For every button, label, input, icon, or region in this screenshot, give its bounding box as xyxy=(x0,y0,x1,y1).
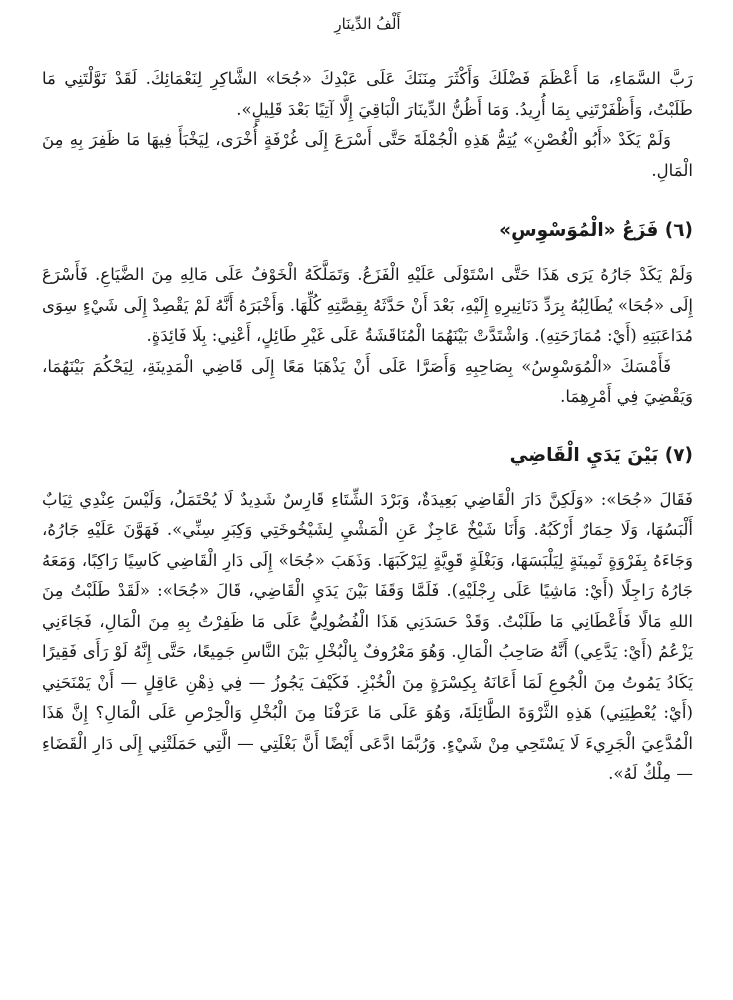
running-head: أَلْفُ الدِّينَارِ xyxy=(334,15,401,33)
intro-paragraph-2: وَلَمْ يَكَدْ «أَبُو الْغُصْنِ» يُتِمُّ هَذِهِ الْجُمْلَةَ حَتَّى أَسْرَعَ إِلَى غُرْفَةٍ أُخْرَى، لِيَخْبَأَ فِيهَا مَا ظَفِرَ بِهِ مِنَ الْمَالِ. xyxy=(42,130,693,180)
section-7-paragraph-1: فَقَالَ «جُحَا»: «وَلَكِنَّ دَارَ الْقَاضِي بَعِيدَةٌ، وَبَرْدَ الشِّتَاءِ قَارِسٌ شَدِيدٌ لَا يُحْتَمَلُ، وَلَيْسَ عِنْدِي ثِيَابٌ أَلْبَسُهَا، وَلَا حِمَارٌ أَرْكَبُهُ. وَأَنَا شَيْخٌ عَاجِزٌ عَنِ الْمَشْيِ لِشَيْخُوخَتِي وَكِبَرِ سِنِّي». فَهَوَّنَ عَلَيْهِ جَارُهُ، وَجَاءَهُ بِفَرْوَةٍ ثَمِينَةٍ لِيَلْبَسَهَا، وَبَغْلَةٍ قَوِيَّةٍ لِيَرْكَبَهَا. وَذَهَبَ «جُحَا» إِلَى دَارِ الْقَاضِي كَاسِيًا رَاكِبًا، وَمَعَهُ جَارُهُ رَاجِلًا (أَيْ: مَاشِيًا عَلَى رِجْلَيْهِ). فَلَمَّا وَقَفَا بَيْنَ يَدَيِ الْقَاضِي، قَالَ «جُحَا»: «لَقَدْ طَلَبْتُ مِنَ اللهِ مَالًا فَأَعْطَانِي مَا طَلَبْتُ. وَقَدْ حَسَدَنِي هَذَا الْفُضُولِيُّ عَلَى مَا ظَفِرْتُ بِهِ مِنَ الْمَالِ، فَجَاءَنِي يَزْعُمُ (أَيْ: يَدَّعِي) أَنَّهُ صَاحِبُ الْمَالِ. وَهُوَ مَعْرُوفٌ بِالْبُخْلِ بَيْنَ النَّاسِ جَمِيعًا، حَتَّى إِنَّهُ لَوْ رَأَى فَقِيرًا يَكَادُ يَمُوتُ مِنَ الْجُوعِ لَمَا أَعَانَهُ بِكِسْرَةٍ مِنَ الْخُبْزِ. فَكَيْفَ يَجُوزُ — فِي ذِهْنِ عَاقِلٍ — أَنْ يَمْنَحَنِي (أَيْ: يُعْطِيَنِي) هَذِهِ الثَّرْوَةَ الطَّائِلَةَ، وَهُوَ عَلَى مَا عَرَفْنَا مِنَ الْبُخْلِ وَالْحِرْصِ عَلَى الْمَالِ؟ إِنَّ هَذَا الْمُدَّعِيَ الْجَرِيءَ لَا يَسْتَحِي مِنْ شَيْءٍ. وَرُبَّمَا ادَّعَى أَيْضًا أَنَّ بَغْلَتِي — الَّتِي حَمَلَتْنِي إِلَى دَارِ الْقَضَاءِ — مِلْكٌ لَهُ». xyxy=(42,489,693,783)
intro-paragraph-1: رَبَّ السَّمَاءِ، مَا أَعْظَمَ فَضْلَكَ وَأَكْثَرَ مِنَنَكَ عَلَى عَبْدِكَ «جُحَا» الشَّاكِرِ لِنَعْمَائِكَ. لَقَدْ نَوَّلْتَنِي مَا طَلَبْتُ، وَأَظْفَرْتَنِي بِمَا أُرِيدُ. وَمَا أَظُنُّ الدِّينَارَ الْبَاقِيَ إِلَّا آتِيًا بَعْدَ قَلِيلٍ». xyxy=(42,69,693,119)
section-6-paragraph-2: فَأَمْسَكَ «الْمُوَسْوِسُ» بِصَاحِبِهِ وَأَصَرَّا عَلَى أَنْ يَذْهَبَا مَعًا إِلَى قَاضِي الْمَدِينَةِ، لِيَحْكُمَ بَيْنَهُمَا، وَيَقْضِيَ فِي أَمْرِهِمَا. xyxy=(42,356,693,406)
section-6-heading: (٦) فَزَعُ «الْمُوَسْوِسِ» xyxy=(499,220,693,241)
section-7-heading: (٧) بَيْنَ يَدَيِ الْقَاضِي xyxy=(509,444,693,466)
section-6-paragraph-1: وَلَمْ يَكَدْ جَارُهُ يَرَى هَذَا حَتَّى اسْتَوْلَى عَلَيْهِ الْفَزَعُ. وَتَمَلَّكَهُ الْخَوْفُ عَلَى مَالِهِ مِنَ الضَّيَاعِ. فَأَسْرَعَ إِلَى «جُحَا» يُطَالِبُهُ بِرَدِّ دَنَانِيرِهِ إِلَيْهِ، بَعْدَ أَنْ حَدَّثَهُ بِقِصَّتِهِ كُلِّهَا. وَأَخْبَرَهُ أَنَّهُ لَمْ يَقْصِدْ إِلَى شَيْءٍ سِوَى مُدَاعَبَتِهِ (أَيْ: مُمَازَحَتِهِ). وَاشْتَدَّتْ بَيْنَهُمَا الْمُنَاقَشَةُ عَلَى غَيْرِ طَائِلٍ، أَعْنِي: بِلَا فَائِدَةٍ. xyxy=(42,265,693,345)
